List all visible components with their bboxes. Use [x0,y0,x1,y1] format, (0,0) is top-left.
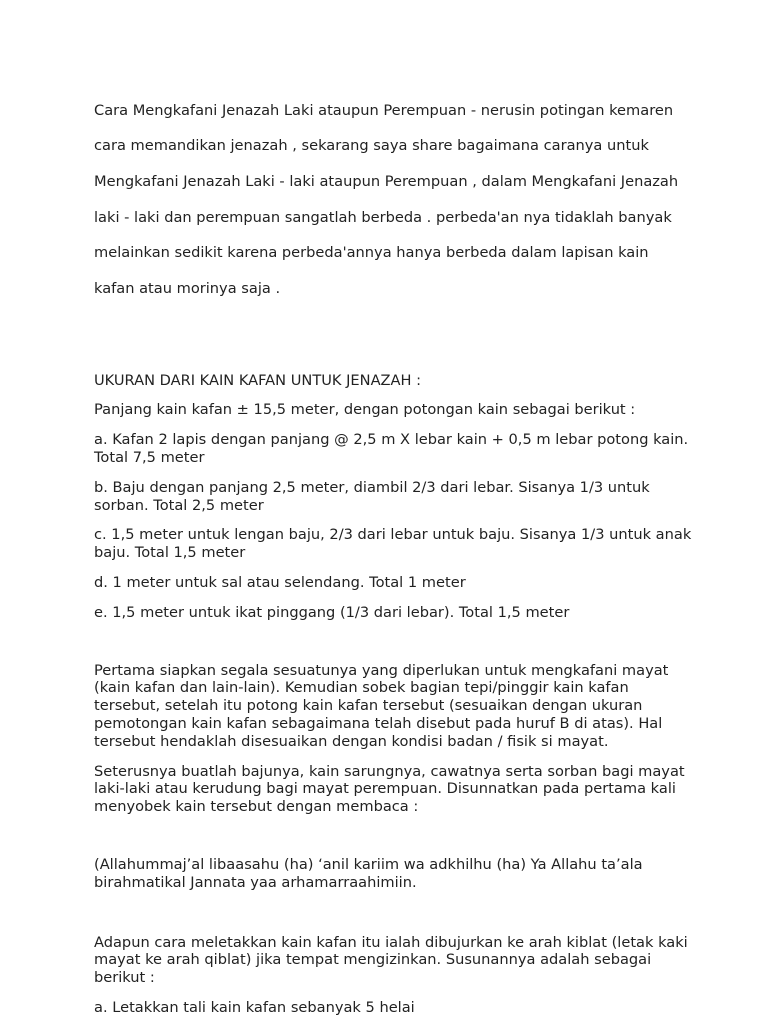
intro-line-3: Mengkafani Jenazah Laki - laki ataupun Perempuan , dalam Mengkafani Jenazah [94,172,679,190]
list-item-a: a. Kafan 2 lapis dengan panjang @ 2,5 m X lebar kain + 0,5 m lebar potong kain. Total 7,5 meter [94,431,689,466]
intro-paragraph [94,84,706,298]
section-heading: UKURAN DARI KAIN KAFAN UNTUK JENAZAH : [94,371,422,389]
list-item-d: d. 1 meter untuk sal atau selendang. Total 1 meter [94,573,466,591]
document-page [94,84,706,1017]
step-a: a. Letakkan tali kain kafan sebanyak 5 helai [94,998,415,1016]
intro-line-2: cara memandikan jenazah , sekarang saya share bagaimana caranya untuk [94,137,649,155]
doa-paragraph: (Allahummaj’al libaasahu (ha) ‘anil kariim wa adkhilhu (ha) Ya Allahu ta’ala birahmatikal Jannata yaa arhamarraahimiin. [94,855,643,891]
intro-line-1: Cara Mengkafani Jenazah Laki ataupun Perempuan - nerusin potingan kemaren [94,101,674,119]
intro-line-6: kafan atau morinya saja . [94,279,281,297]
intro-line-4: laki - laki dan perempuan sangatlah berbeda . perbeda'an nya tidaklah banyak [94,208,672,226]
spacer [94,298,706,372]
pertama-paragraph: Pertama siapkan segala sesuatunya yang diperlukan untuk mengkafani mayat (kain kafan dan lain-lain). Kemudian sobek bagian tepi/pinggir kain kafan tersebut, setelah itu potong kain kafan tersebut (sesuaikan dengan ukuran pemotongan kain kafan sebagaimana telah disebut pada huruf B di atas). Hal tersebut hendaklah disesuaikan dengan kondisi badan / fisik si mayat. [94,661,669,750]
intro-line-5: melainkan sedikit karena perbeda'annya hanya berbeda dalam lapisan kain [94,244,649,262]
seterusnya-paragraph: Seterusnya buatlah bajunya, kain sarungnya, cawatnya serta sorban bagi mayat laki-laki atau kerudung bagi mayat perempuan. Disunnatkan pada pertama kali menyobek kain tersebut dengan membaca : [94,762,685,816]
list-item-e: e. 1,5 meter untuk ikat pinggang (1/3 dari lebar). Total 1,5 meter [94,603,570,621]
list-item-b: b. Baju dengan panjang 2,5 meter, diambil 2/3 dari lebar. Sisanya 1/3 untuk sorban. Total 2,5 meter [94,478,650,514]
adapun-paragraph: Adapun cara meletakkan kain kafan itu ialah dibujurkan ke arah kiblat (letak kaki mayat ke arah qiblat) jika tempat mengizinkan. Susunannya adalah sebagai berikut : [94,933,688,987]
list-item-c: c. 1,5 meter untuk lengan baju, 2/3 dari lebar untuk baju. Sisanya 1/3 untuk anak baju. Total 1,5 meter [94,526,692,562]
panjang-paragraph: Panjang kain kafan ± 15,5 meter, dengan potongan kain sebagai berikut : [94,401,636,419]
